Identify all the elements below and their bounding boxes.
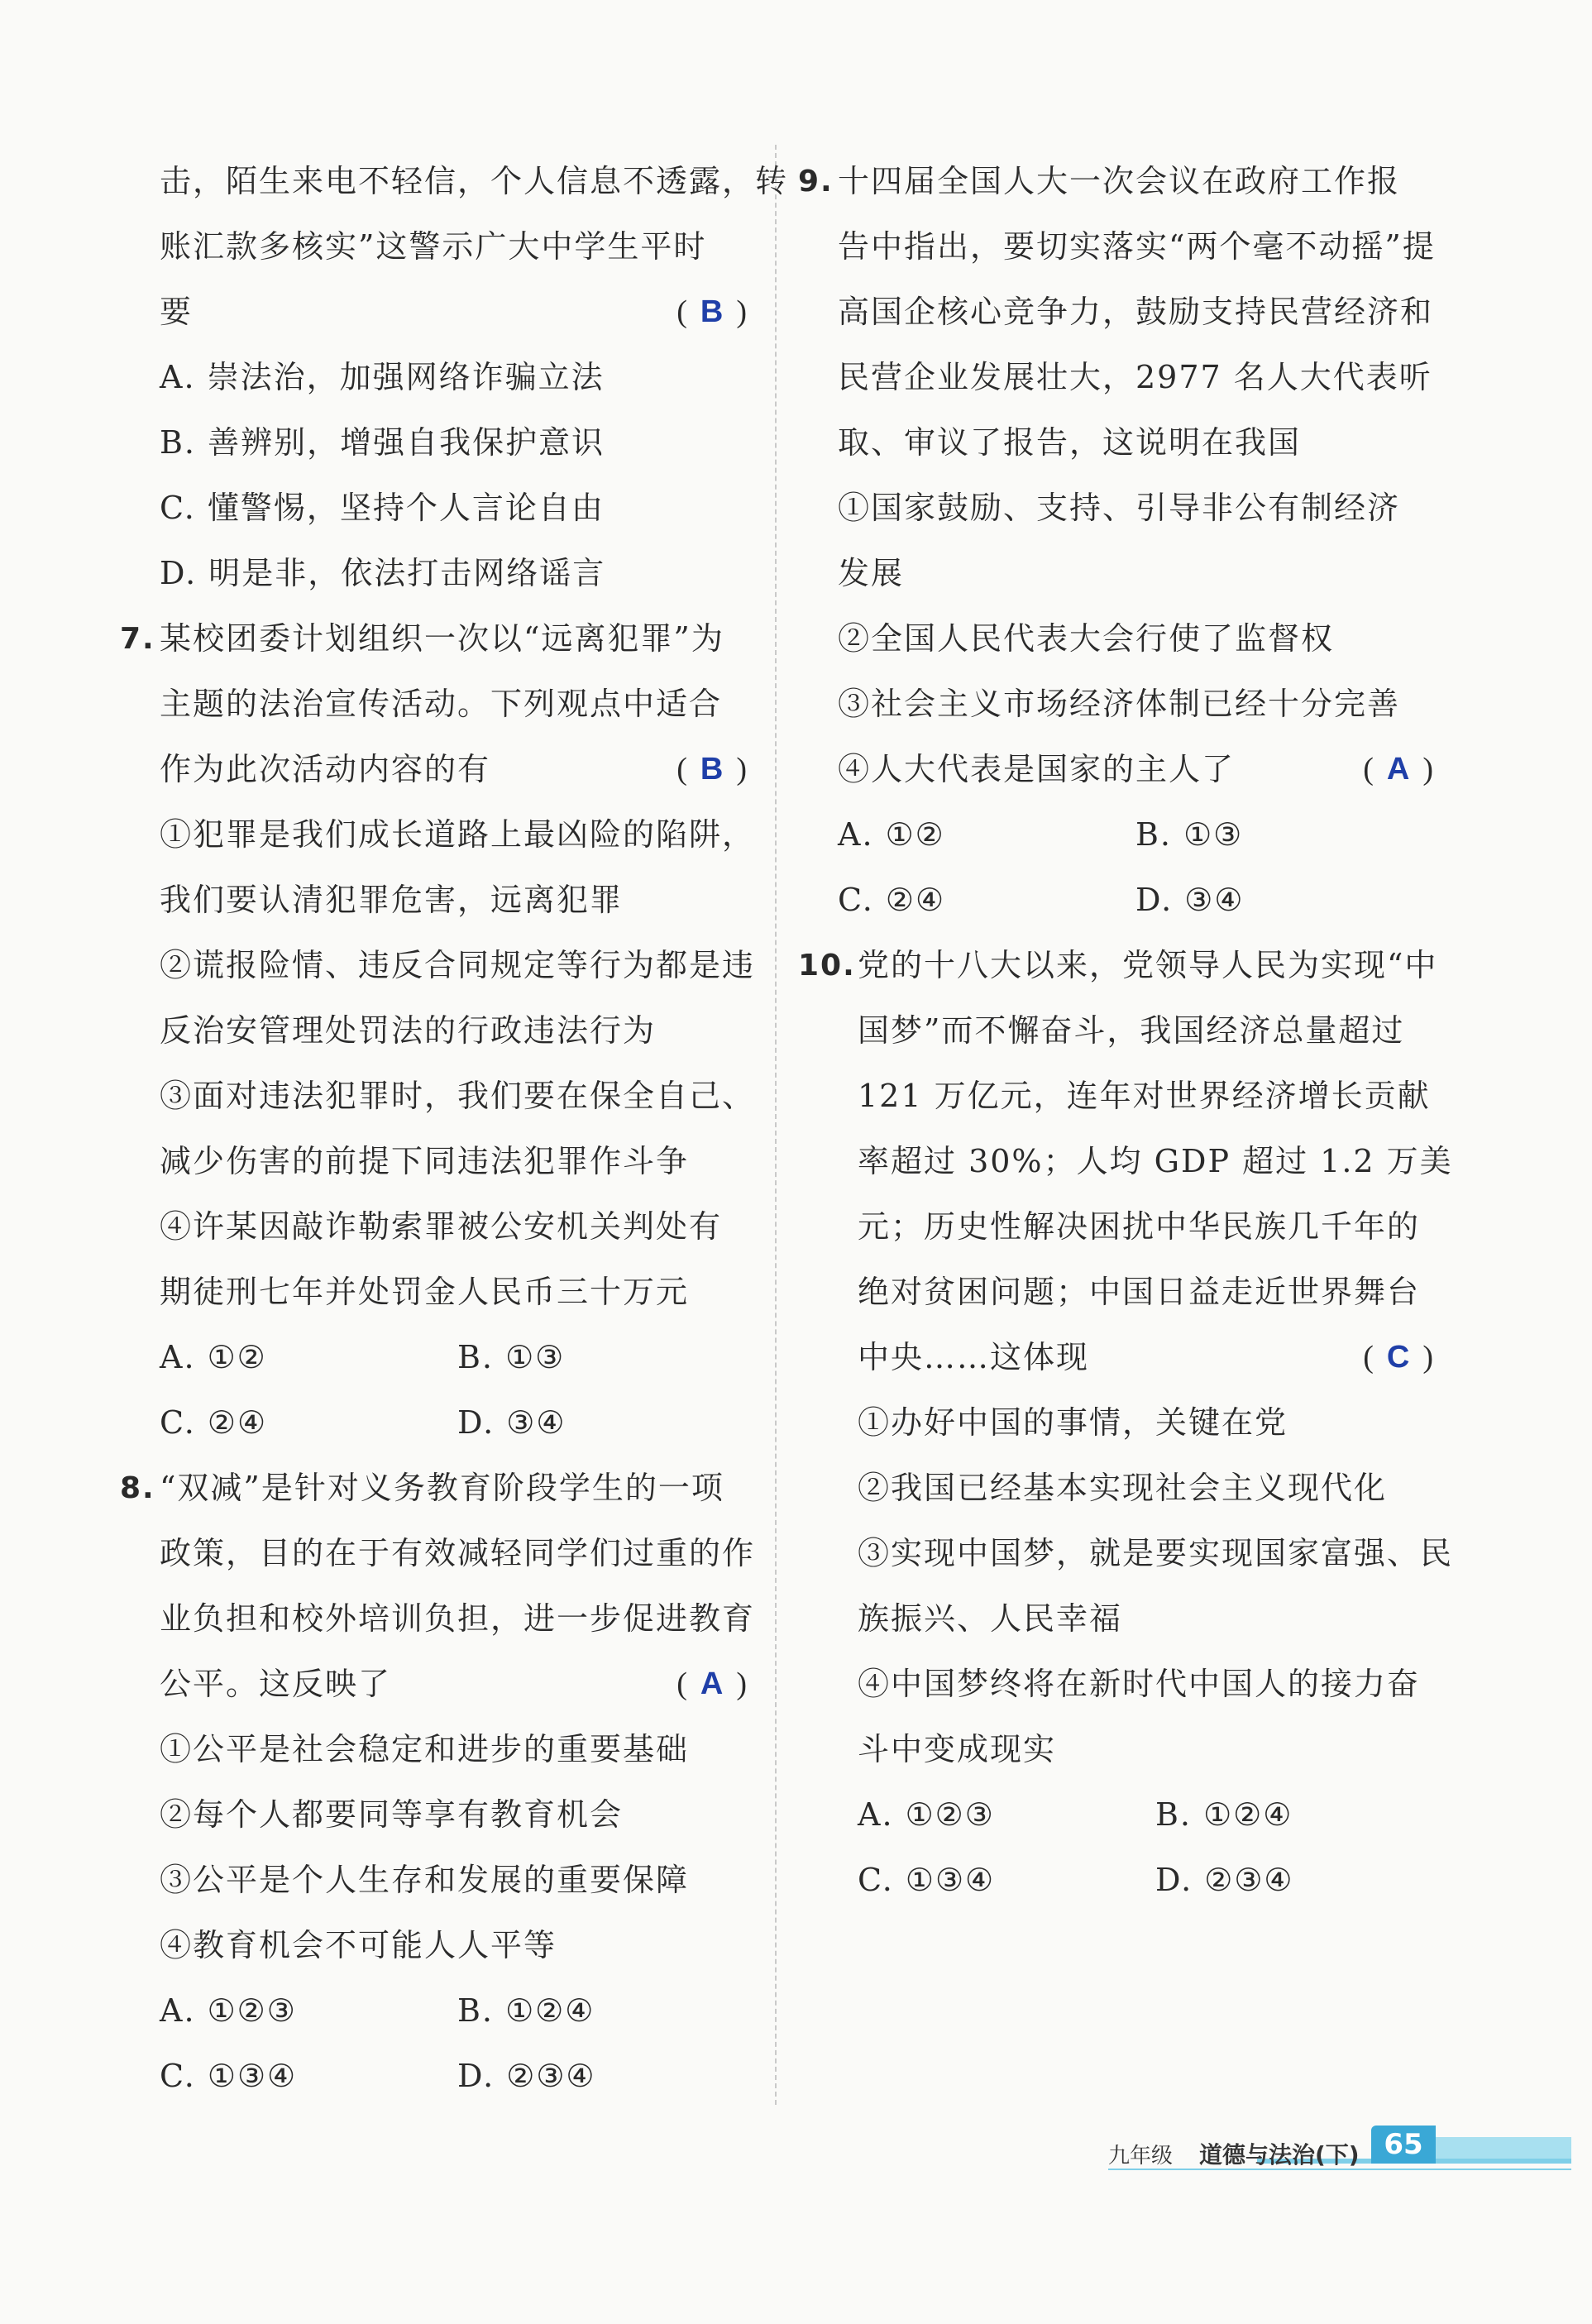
statement-line: ②每个人都要同等享有教育机会 [160,1796,624,1833]
options-row [120,2044,748,2109]
option-d: D. ③④ [457,1404,567,1441]
option-b: B. ①②④ [457,1992,595,2029]
answer-bracket: ( B ) [676,294,748,329]
question-text-line: 元；历史性解决困扰中华民族几千年的 [858,1208,1421,1245]
question-text-line: 政策，目的在于有效减轻同学们过重的作 [160,1535,756,1571]
option-a: A. ①②③ [160,1992,297,2029]
option-c: C. ①③④ [160,2058,298,2094]
statement-line: ④许某因敲诈勒索罪被公安机关判处有 [160,1208,723,1245]
question-text-line: 民营企业发展壮大，2977 名人大代表听 [838,359,1432,395]
option-b: B. ①③ [457,1339,566,1375]
answer-bracket: ( B ) [676,752,748,787]
question-text-line: 击，陌生来电不轻信，个人信息不透露，转 [160,163,789,199]
question-8 [120,1456,756,2109]
question-number: 8. [120,1471,155,1505]
option-d: D. 明是非，依法打击网络谣言 [160,555,606,591]
question-number: 7. [120,622,155,656]
question-text-line: 作为此次活动内容的有 [160,751,491,787]
question-stem-last-line [120,280,748,345]
left-column [120,149,789,2109]
page-footer [1108,2126,1571,2175]
answer-letter: A [700,1666,725,1701]
question-text-line: 业负担和校外培训负担，进一步促进教育 [160,1600,756,1637]
statement-line: ④教育机会不可能人人平等 [160,1927,557,1963]
option-a: A. ①②③ [858,1796,995,1833]
statement-line: ③社会主义市场经济体制已经十分完善 [838,686,1401,722]
statement-line: ④人大代表是国家的主人了 [838,751,1236,787]
option-a: A. ①② [838,816,945,853]
option-d: D. ②③④ [1155,1862,1294,1898]
option-a: A. ①② [160,1339,267,1375]
question-first-line [798,149,1435,214]
statement-line: ②谎报险情、违反合同规定等行为都是违 [160,947,756,983]
options-row [120,1978,748,2044]
question-6-continuation [120,149,789,606]
answer-bracket: ( A ) [676,1666,748,1701]
option-b: B. ①③ [1135,816,1244,853]
statement-line: 斗中变成现实 [858,1731,1057,1767]
question-text-line: 公平。这反映了 [160,1666,392,1702]
options-row [798,1782,1435,1848]
question-9 [798,149,1435,933]
options-row [798,868,1435,933]
statement-line: ②全国人民代表大会行使了监督权 [838,620,1335,657]
question-text-line: 中央……这体现 [858,1339,1090,1375]
statement-line: ③公平是个人生存和发展的重要保障 [160,1862,690,1898]
option-c: C. 懂警惕，坚持个人言论自由 [160,490,605,526]
option-b: B. ①②④ [1155,1796,1293,1833]
answer-letter: B [700,752,725,787]
statement-line: ①公平是社会稳定和进步的重要基础 [160,1731,690,1767]
statement-line: ①国家鼓励、支持、引导非公有制经济 [838,490,1401,526]
options-row [798,1848,1435,1913]
statement-line: 族振兴、人民幸福 [858,1600,1123,1637]
statement-line: ④中国梦终将在新时代中国人的接力奋 [858,1666,1421,1702]
statement-line: 减少伤害的前提下同违法犯罪作斗争 [160,1143,690,1179]
page-number: 65 [1371,2126,1436,2164]
question-text-line: 率超过 30%；人均 GDP 超过 1.2 万美 [858,1143,1453,1179]
statement-line: 期徒刑七年并处罚金人民币三十万元 [160,1274,690,1310]
question-text-line: 取、审议了报告，这说明在我国 [838,424,1302,461]
question-text-line: 某校团委计划组织一次以“远离犯罪”为 [160,620,724,657]
options-row [120,1325,748,1390]
statement-last-line [798,737,1435,802]
answer-letter: A [1386,752,1412,787]
right-column [798,149,1454,1913]
subject-label: 道德与法治(下) [1199,2141,1360,2169]
statement-line: 发展 [838,555,905,591]
option-a: A. 崇法治，加强网络诈骗立法 [160,359,605,395]
statement-line: ③面对违法犯罪时，我们要在保全自己、 [160,1078,756,1114]
question-stem-last-line [798,1325,1435,1390]
question-text-line: 121 万亿元，连年对世界经济增长贡献 [858,1078,1431,1114]
question-text-line: 绝对贫困问题；中国日益走近世界舞台 [858,1274,1421,1310]
answer-bracket: ( A ) [1363,752,1435,787]
option-b: B. 善辨别，增强自我保护意识 [160,424,605,461]
statement-line: ①犯罪是我们成长道路上最凶险的陷阱， [160,816,756,853]
options-row [120,1390,748,1456]
statement-line: ③实现中国梦，就是要实现国家富强、民 [858,1535,1454,1571]
question-first-line [798,933,1438,998]
statement-line: 我们要认清犯罪危害，远离犯罪 [160,882,624,918]
question-text-line: 党的十八大以来，党领导人民为实现“中 [858,947,1438,983]
option-c: C. ②④ [160,1404,268,1441]
answer-letter: C [1386,1340,1412,1375]
question-10 [798,933,1454,1913]
question-stem-last-line [120,737,748,802]
question-first-line [120,606,748,672]
answer-bracket: ( C ) [1363,1340,1435,1375]
statement-line: ②我国已经基本实现社会主义现代化 [858,1470,1388,1506]
statement-line: 反治安管理处罚法的行政违法行为 [160,1012,657,1049]
question-text-line: 国梦”而不懈奋斗，我国经济总量超过 [858,1012,1405,1049]
column-divider [775,145,777,2105]
options-row [798,802,1435,868]
question-text-line: 十四届全国人大一次会议在政府工作报 [838,163,1401,199]
question-number: 9. [798,165,834,198]
question-stem-last-line [120,1652,748,1717]
statement-line: ①办好中国的事情，关键在党 [858,1404,1288,1441]
question-text-line: 告中指出，要切实落实“两个毫不动摇”提 [838,228,1436,265]
question-text-line: 高国企核心竞争力，鼓励支持民营经济和 [838,294,1434,330]
question-text-line: 要 [160,294,194,330]
option-c: C. ①③④ [858,1862,996,1898]
option-c: C. ②④ [838,882,946,918]
question-text-line: 账汇款多核实”这警示广大中学生平时 [160,228,707,265]
option-d: D. ②③④ [457,2058,596,2094]
option-d: D. ③④ [1135,882,1245,918]
question-number: 10. [798,949,856,983]
question-first-line [120,1456,748,1521]
question-7 [120,606,756,1456]
answer-letter: B [700,294,725,329]
question-text-line: 主题的法治宣传活动。下列观点中适合 [160,686,723,722]
question-text-line: “双减”是针对义务教育阶段学生的一项 [160,1470,724,1506]
grade-label: 九年级 [1108,2144,1174,2169]
